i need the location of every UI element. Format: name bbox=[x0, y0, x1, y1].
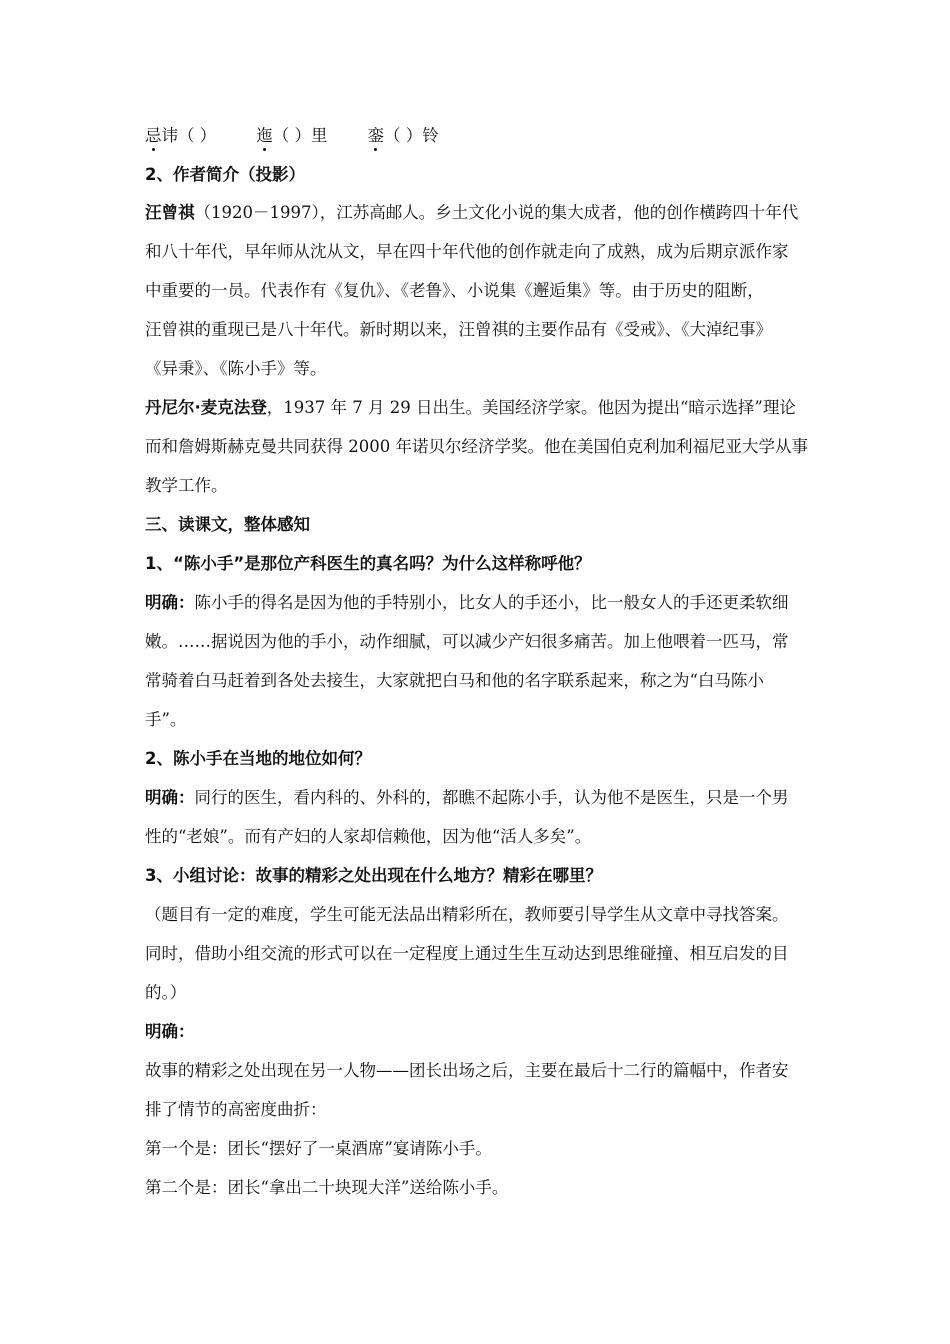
paragraph-line: 手”。 bbox=[145, 710, 187, 729]
question-3: 3、小组讨论：故事的精彩之处出现在什么地方？精彩在哪里？ bbox=[145, 866, 602, 885]
paragraph-line bbox=[145, 398, 796, 418]
paragraph-line: 汪曾祺的重现已是八十年代。新时期以来，汪曾祺的主要作品有《受戒》、《大淖纪事》 bbox=[145, 320, 772, 339]
economist-name: 丹尼尔·麦克法登 bbox=[145, 398, 267, 417]
paragraph-line: 而和詹姆斯赫克曼共同获得 2000 年诺贝尔经济学奖。他在美国伯克利加利福尼亚大学从事 bbox=[145, 437, 808, 456]
section-heading: 三、读课文，整体感知 bbox=[145, 515, 310, 534]
paragraph-line bbox=[145, 203, 798, 223]
question-2: 2、陈小手在当地的地位如何？ bbox=[145, 749, 371, 768]
paragraph-text: ，1937 年 7 月 29 日出生。美国经济学家。他因为提出“暗示选择”理论 bbox=[266, 398, 796, 417]
paragraph-line: 教学工作。 bbox=[145, 476, 228, 495]
paragraph-line bbox=[145, 593, 789, 613]
answer-label: 明确： bbox=[145, 593, 195, 612]
author-name: 汪曾祺 bbox=[145, 203, 195, 222]
paragraph-text: 同行的医生，看内科的、外科的，都瞧不起陈小手，认为他不是医生，只是一个男 bbox=[194, 788, 789, 807]
note-line: 同时，借助小组交流的形式可以在一定程度上通过生生互动达到思维碰撞、相互启发的目 bbox=[145, 944, 789, 963]
paragraph-line: 排了情节的高密度曲折： bbox=[145, 1100, 327, 1119]
paragraph-line: 第二个是：团长“拿出二十块现大洋”送给陈小手。 bbox=[145, 1178, 509, 1197]
dotted-char: 忌 bbox=[145, 126, 162, 145]
paragraph-line: 性的“老娘”。而有产妇的人家却信赖他，因为他“活人多矣”。 bbox=[145, 827, 592, 846]
dotted-char: 銮 bbox=[367, 126, 384, 145]
paragraph-line: 故事的精彩之处出现在另一人物——团长出场之后，主要在最后十二行的篇幅中，作者安 bbox=[145, 1061, 789, 1080]
paragraph-text: 陈小手的得名是因为他的手特别小，比女人的手还小，比一般女人的手还更柔软细 bbox=[194, 593, 789, 612]
paragraph-line: 中重要的一员。代表作有《复仇》、《老鲁》、小说集《邂逅集》等。由于历史的阻断， bbox=[145, 281, 764, 300]
blank-item: （ ）里 bbox=[272, 126, 328, 145]
answer-label: 明确： bbox=[145, 1022, 195, 1041]
blank-item: （ ）铃 bbox=[384, 126, 439, 145]
note-line: 的。） bbox=[145, 983, 187, 1002]
paragraph-line: 和八十年代，早年师从沈从文，早在四十年代他的创作就走向了成熟，成为后期京派作家 bbox=[145, 242, 789, 261]
paragraph-line: 常骑着白马赶着到各处去接生，大家就把白马和他的名字联系起来，称之为“白马陈小 bbox=[145, 671, 764, 690]
paragraph-text: （1920－1997），江苏高邮人。乡土文化小说的集大成者，他的创作横跨四十年代 bbox=[194, 203, 799, 222]
blank-item: 讳（ ） bbox=[161, 126, 217, 145]
paragraph-line: 《异秉》、《陈小手》等。 bbox=[145, 359, 327, 378]
note-line: （题目有一定的难度，学生可能无法品出精彩所在，教师要引导学生从文章中寻找答案。 bbox=[145, 905, 789, 924]
question-1: 1、“陈小手”是那位产科医生的真名吗？为什么这样称呼他？ bbox=[145, 554, 591, 573]
answer-label: 明确： bbox=[145, 788, 195, 807]
dotted-char: 迤 bbox=[256, 126, 273, 145]
author-intro-heading: 2、作者简介（投影） bbox=[145, 165, 305, 184]
pinyin-exercise-row bbox=[145, 126, 439, 146]
paragraph-line bbox=[145, 788, 789, 808]
paragraph-line: 第一个是：团长“摆好了一桌酒席”宴请陈小手。 bbox=[145, 1139, 492, 1158]
paragraph-line: 嫩。……据说因为他的手小，动作细腻，可以减少产妇很多痛苦。加上他喂着一匹马，常 bbox=[145, 632, 789, 651]
